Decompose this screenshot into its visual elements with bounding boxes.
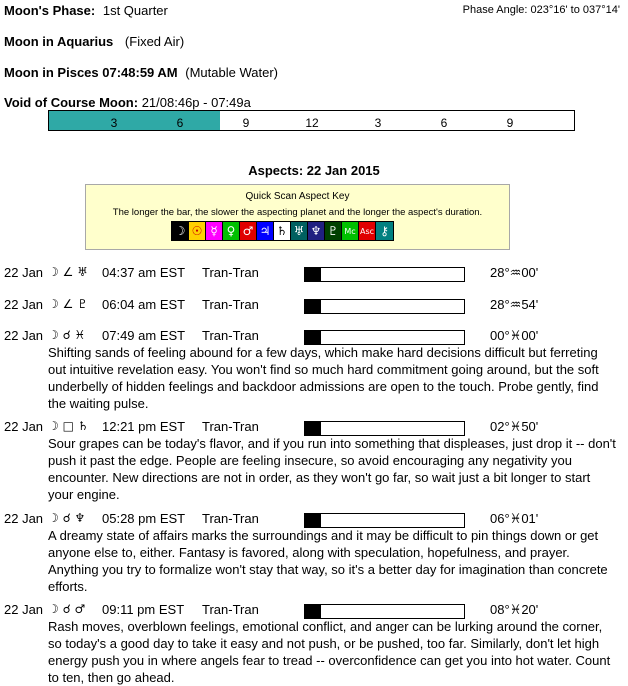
aspect-duration-bar <box>304 604 465 619</box>
aspect-time: 05:28 pm EST <box>102 511 186 526</box>
aspect-position: 02°♓50' <box>490 419 539 434</box>
aspect-type: Tran-Tran <box>202 328 259 343</box>
aspect-position: 28°♒00' <box>490 265 539 280</box>
aspects-title: Aspects: 22 Jan 2015 <box>248 163 380 178</box>
aspect-duration-bar <box>304 267 465 282</box>
aspect-duration-bar <box>304 421 465 436</box>
quick-scan-key <box>85 184 510 250</box>
neptune-icon: ♆ <box>308 222 325 240</box>
aspect-type: Tran-Tran <box>202 511 259 526</box>
aspect-date: 22 Jan <box>4 265 44 280</box>
venus-icon: ♀ <box>223 222 240 240</box>
quick-key-description: The longer the bar, the slower the aspecting planet and the longer the aspect's duration. <box>112 207 483 218</box>
aspect-glyphs: ☽ ∠ ♇ <box>48 297 88 311</box>
aspect-duration-fill <box>305 300 321 313</box>
aspect-glyphs: ☽ □ ♄ <box>48 419 89 433</box>
voc-value: 21/08:46p - 07:49a <box>141 95 251 110</box>
aspect-type: Tran-Tran <box>202 297 259 312</box>
phase-angle: Phase Angle: 023°16' to 037°14' <box>462 4 620 16</box>
aspect-position: 06°♓01' <box>490 511 539 526</box>
aspect-duration-bar <box>304 299 465 314</box>
saturn-icon: ♄ <box>274 222 291 240</box>
voc-label: Void of Course Moon: <box>4 95 139 110</box>
aspect-position: 08°♓20' <box>490 602 539 617</box>
voc-tick: 6 <box>440 116 448 130</box>
aspect-date: 22 Jan <box>4 419 44 434</box>
sun-icon: ☉ <box>189 222 206 240</box>
moon-sign1-label: Moon in Aquarius <box>4 34 114 49</box>
moon-phase <box>4 3 168 18</box>
aspect-duration-fill <box>305 422 321 435</box>
aspect-duration-fill <box>305 268 321 281</box>
aspect-description: Sour grapes can be today's flavor, and if you run into something that displeases, just drop it -- don't push it past the edge. People are feeling insecure, so avoid encouraging any negativity you encounter. New directions are not in order, as they won't go far, so wait just a bit longer to start your engine. <box>48 436 616 502</box>
voc-tick: 9 <box>506 116 514 130</box>
void-of-course <box>4 95 251 110</box>
voc-tick: 3 <box>374 116 382 130</box>
aspect-type: Tran-Tran <box>202 419 259 434</box>
mars-icon: ♂ <box>240 222 257 240</box>
aspect-time: 12:21 pm EST <box>102 419 186 434</box>
aspect-time: 09:11 pm EST <box>102 602 185 617</box>
midheaven-icon: Mc <box>342 222 359 240</box>
void-of-course-bar <box>48 110 575 131</box>
mercury-icon: ☿ <box>206 222 223 240</box>
quick-key-title: Quick Scan Aspect Key <box>245 191 350 202</box>
aspect-glyphs: ☽ ☌ ♂ <box>48 602 86 616</box>
aspect-type: Tran-Tran <box>202 265 259 280</box>
voc-tick: 9 <box>242 116 250 130</box>
voc-tick: 12 <box>305 116 319 130</box>
aspect-description: A dreamy state of affairs marks the surroundings and it may be difficult to pin things down or get anyone else to, either. Fantasy is favored, along with speculation, hopefulness, and prayer. Anything you try to formalize won't stay that way, so it's a better day for imagination than concrete efforts. <box>48 528 608 594</box>
aspect-description: Rash moves, overblown feelings, emotional conflict, and anger can be lurking around the corner, so today's a good day to take it easy and not push, or be pushed, too far. Similarly, don't let high energy push you in where angels fear to tread -- overconfidence can get you into hot water. Count to ten, then go ahead. <box>48 619 611 685</box>
moon-icon: ☽ <box>172 222 189 240</box>
jupiter-icon: ♃ <box>257 222 274 240</box>
moon-sign2-label: Moon in Pisces 07:48:59 AM <box>4 65 178 80</box>
aspect-time: 06:04 am EST <box>102 297 186 312</box>
aspect-glyphs: ☽ ☌ ♓ <box>48 328 86 342</box>
moon-sign-aquarius <box>4 34 184 49</box>
aspect-date: 22 Jan <box>4 328 44 343</box>
voc-tick: 6 <box>176 116 184 130</box>
aspect-duration-fill <box>305 605 321 618</box>
aspect-description: Shifting sands of feeling abound for a few days, which make hard decisions difficult but ferreting out intuitive revelation easy. You won't find so much hard commitment going around, but the soft underbelly of hidden feelings and backdoor admissions are open to the touch. Probe gently, find the waiting pulse. <box>48 345 599 411</box>
uranus-icon: ♅ <box>291 222 308 240</box>
aspect-position: 28°♒54' <box>490 297 539 312</box>
aspect-date: 22 Jan <box>4 297 44 312</box>
aspect-type: Tran-Tran <box>202 602 259 617</box>
aspect-duration-bar <box>304 330 465 345</box>
chiron-icon: ⚷ <box>376 222 393 240</box>
aspect-duration-fill <box>305 331 321 344</box>
voc-tick: 3 <box>110 116 118 130</box>
aspect-glyphs: ☽ ☌ ♆ <box>48 511 86 525</box>
void-of-course-fill <box>49 111 220 130</box>
pluto-icon: ♇ <box>325 222 342 240</box>
moon-sign2-note: (Mutable Water) <box>185 65 278 80</box>
aspect-glyphs: ☽ ∠ ♅ <box>48 265 88 279</box>
moon-sign-pisces <box>4 65 278 80</box>
aspect-duration-bar <box>304 513 465 528</box>
aspect-position: 00°♓00' <box>490 328 539 343</box>
aspect-date: 22 Jan <box>4 602 44 617</box>
aspect-time: 04:37 am EST <box>102 265 186 280</box>
planet-key-row <box>171 221 394 241</box>
moon-sign1-note: (Fixed Air) <box>124 34 185 49</box>
ascendant-icon: Asc <box>359 222 376 240</box>
moon-phase-value: 1st Quarter <box>102 3 168 18</box>
aspect-date: 22 Jan <box>4 511 44 526</box>
aspect-duration-fill <box>305 514 321 527</box>
aspect-time: 07:49 am EST <box>102 328 186 343</box>
moon-phase-label: Moon's Phase: <box>4 3 96 18</box>
